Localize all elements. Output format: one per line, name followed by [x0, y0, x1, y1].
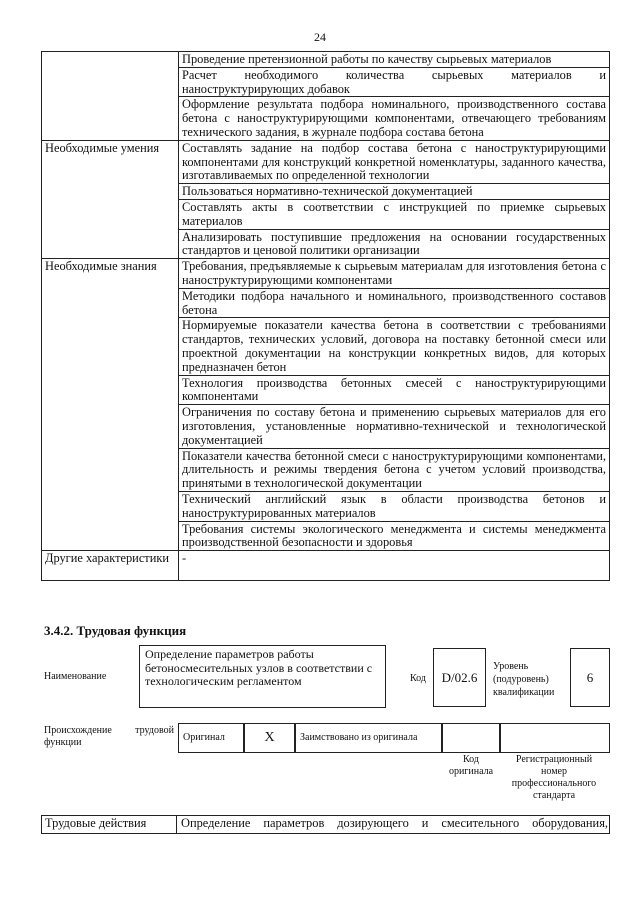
code-label: Код	[410, 673, 426, 684]
reg-number-label: Регистрационный номер профессионального стандарта	[511, 754, 597, 801]
table-cell: Технический английский язык в области производства бетонов и наноструктурированных материалов	[179, 491, 610, 521]
table-cell: Расчет необходимого количества сырьевых материалов и наноструктурирующих добавок	[179, 67, 610, 97]
row-label-other: Другие характеристики	[42, 551, 179, 581]
requirements-table	[41, 51, 610, 581]
original-mark: X	[244, 723, 295, 753]
table-cell: Показатели качества бетонной смеси с наноструктурирующими компонентами, длительность и режимы твердения бетона с учетом условий производства, принятыми в технологической документации	[179, 448, 610, 491]
borrowed-label: Заимствовано из оригинала	[295, 723, 442, 753]
actions-label: Трудовые действия	[42, 816, 177, 833]
code-original-label: Код оригинала	[448, 754, 494, 777]
table-cell: Составлять задание на подбор состава бетона с наноструктурирующими компонентами для конструкций конкретной номенклатуры, заданного качества, изготавливаемых по определенной технологии	[179, 140, 610, 183]
table-cell: Требования, предъявляемые к сырьевым материалам для изготовления бетона с наноструктурирующими компонентами	[179, 259, 610, 289]
row-label-skills: Необходимые умения	[42, 140, 179, 258]
table-cell: Технология производства бетонных смесей с наноструктурирующими компонентами	[179, 375, 610, 405]
level-label: Уровень (подуровень) квалификации	[493, 661, 555, 698]
function-name-box: Определение параметров работы бетоносмесительных узлов в соответствии с технологическим регламентом	[139, 645, 386, 708]
table-cell: Анализировать поступившие предложения на основании государственных стандартов и ценовой политики организации	[179, 229, 610, 259]
row-label	[42, 52, 179, 141]
actions-row	[41, 815, 610, 834]
table-cell: Нормируемые показатели качества бетона в соответствии с требованиями стандартов, технических условий, договора на поставку бетонной смеси или проектной документации на конструкции конкретных видов, для которых предназначен бетон	[179, 318, 610, 375]
table-cell: Пользоваться нормативно-технической документацией	[179, 184, 610, 200]
row-label-knowledge: Необходимые знания	[42, 259, 179, 551]
origin-label: Происхождение трудовой функции	[44, 725, 174, 748]
code-value: D/02.6	[433, 648, 486, 707]
actions-first: Определение параметров дозирующего и смесительного оборудования,	[181, 816, 608, 830]
level-value: 6	[570, 648, 610, 707]
table-cell: Составлять акты в соответствии с инструкцией по приемке сырьевых материалов	[179, 199, 610, 229]
original-label: Оригинал	[178, 723, 244, 753]
table-cell: Оформление результата подбора номинального, производственного состава бетона с наноструктурирующими компонентами, отвечающего требованиям технического задания, в журнале подбора состава бетона	[179, 97, 610, 140]
table-cell: Проведение претензионной работы по качеству сырьевых материалов	[179, 52, 610, 68]
table-cell: -	[179, 551, 610, 581]
table-cell: Ограничения по составу бетона и применению сырьевых материалов для его изготовления, установленные нормативно-технической и технологической документацией	[179, 405, 610, 448]
section-title: 3.4.2. Трудовая функция	[44, 623, 187, 638]
name-label: Наименование	[44, 671, 107, 682]
page-number: 24	[314, 30, 326, 44]
table-cell: Методики подбора начального и номинального, производственного составов бетона	[179, 288, 610, 318]
code-original-box	[442, 723, 500, 753]
table-cell: Требования системы экологического менеджмента и системы менеджмента производственной безопасности и здоровья	[179, 521, 610, 551]
reg-number-box	[500, 723, 610, 753]
